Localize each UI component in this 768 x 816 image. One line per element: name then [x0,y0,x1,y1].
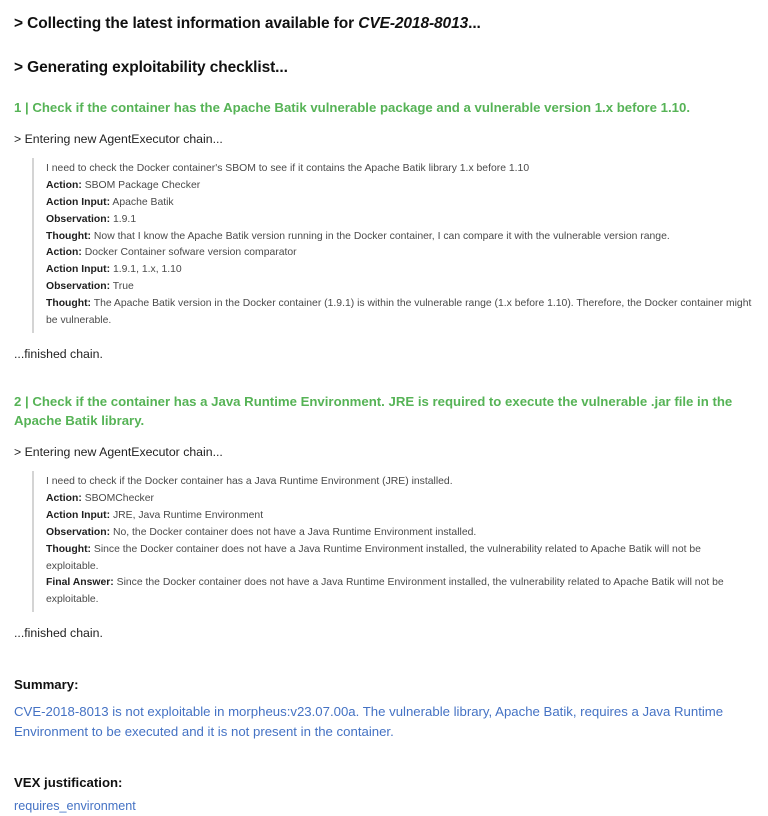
trace-value: True [112,281,134,293]
trace-value: JRE, Java Runtime Environment [112,510,264,521]
trace-label: Action Input: [46,264,111,276]
stage-heading-suffix: ... [468,15,481,32]
trace-value: Apache Batik [112,196,174,208]
trace-label: Thought: [46,543,92,555]
trace-line [46,491,754,508]
trace-line [46,525,754,542]
trace-label: Observation: [46,213,111,225]
trace-line [46,474,754,491]
trace-label: Final Answer: [46,577,114,589]
trace-value: SBOMChecker [84,493,154,505]
trace-label: Observation: [46,281,111,293]
vex-justification-value: requires_environment [14,799,136,814]
trace-value: I need to check the Docker container's SBOM to see if it contains the Apache Batik library 1.x before 1.10 [46,163,530,175]
trace-label: Action Input: [46,510,111,521]
trace-value: Now that I know the Apache Batik version running in the Docker container, I can compare it with the vulnerable version range. [93,230,670,242]
trace-label: Thought: [46,230,92,242]
trace-label: Observation: [46,526,111,538]
trace-line [46,212,754,229]
chain-finish-line-1: ...finished chain. [14,346,103,361]
trace-label: Action: [46,180,82,192]
trace-value: Docker Container sofware version comparator [84,247,297,259]
trace-label: Action: [46,493,82,505]
checklist-item-2-heading: 2 | Check if the container has a Java Runtime Environment. JRE is required to execute the vulnerable .jar file in the Apache Batik library. [14,393,733,428]
chain-enter-line-1: > Entering new AgentExecutor chain... [14,131,223,146]
trace-line [46,161,754,178]
trace-value: 1.9.1, 1.x, 1.10 [112,264,182,276]
chain-finish-line-2: ...finished chain. [14,626,103,641]
trace-line [46,229,754,246]
trace-value: I need to check if the Docker container has a Java Runtime Environment (JRE) installed. [46,476,453,488]
agent-trace-block-2 [32,471,754,612]
summary-text: CVE-2018-8013 is not exploitable in morpheus:v23.07.00a. The vulnerable library, Apache Batik, requires a Java Runtime Environment to be executed and it is not present in the container. [14,703,724,739]
trace-line [46,279,754,296]
stage-heading-collecting [14,14,754,35]
chain-enter-line-2: > Entering new AgentExecutor chain... [14,445,223,460]
trace-line [46,262,754,279]
trace-value: Since the Docker container does not have a Java Runtime Environment installed, the vulnerability related to Apache Batik will not be exploitable. [46,543,701,572]
trace-value: The Apache Batik version in the Docker container (1.9.1) is within the vulnerable range (1.x before 1.10). Therefore, the Docker container might be vulnerable. [46,297,752,326]
trace-line [46,508,754,525]
stage-heading-generating: > Generating exploitability checklist... [14,58,288,76]
trace-line [46,542,754,576]
trace-line [46,575,754,609]
trace-label: Action Input: [46,196,111,208]
trace-line [46,178,754,195]
trace-value: 1.9.1 [112,213,137,225]
checklist-item-1-heading: 1 | Check if the container has the Apache Batik vulnerable package and a vulnerable version 1.x before 1.10. [14,99,691,115]
trace-label: Thought: [46,297,92,309]
summary-title: Summary: [14,677,79,693]
trace-label: Action: [46,247,82,259]
stage-heading-prefix: > Collecting the latest information available for [14,15,359,32]
trace-value: No, the Docker container does not have a Java Runtime Environment installed. [112,526,477,538]
agent-trace-block-1 [32,158,754,332]
trace-line [46,296,754,330]
trace-line [46,245,754,262]
cve-identifier: CVE-2018-8013 [358,15,469,32]
vex-justification-title: VEX justification: [14,774,123,790]
trace-value: SBOM Package Checker [84,180,201,192]
trace-value: Since the Docker container does not have a Java Runtime Environment installed, the vulnerability related to Apache Batik will not be exploitable. [46,577,724,606]
trace-line [46,195,754,212]
